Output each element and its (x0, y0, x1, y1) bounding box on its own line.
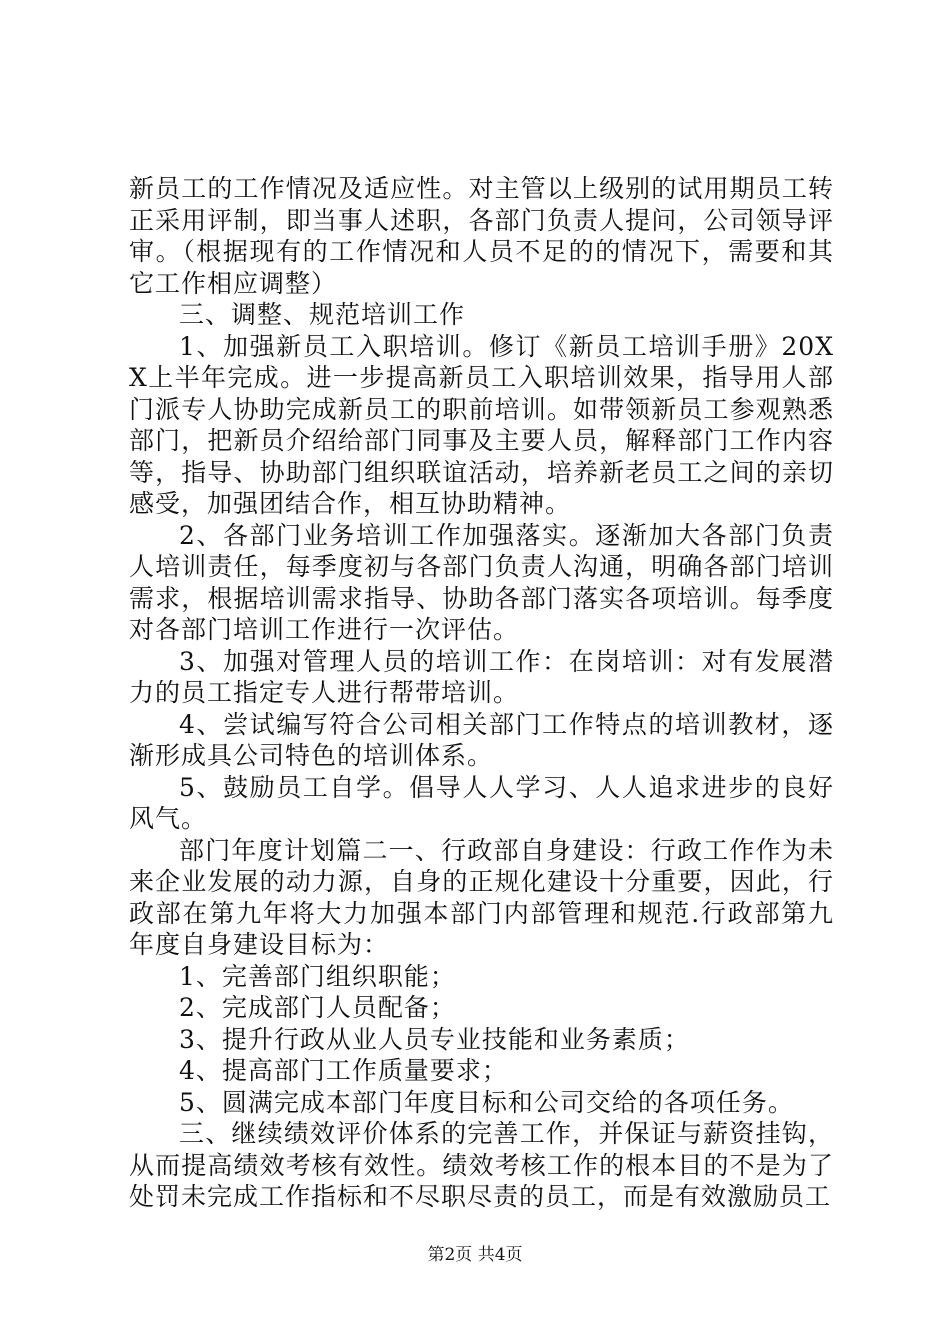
list-item-goal-2: 2、完成部门人员配备； (179, 993, 456, 1022)
list-item-goal-1: 1、完善部门组织职能； (179, 961, 456, 991)
paragraph-performance: 三、继续绩效评价体系的完善工作，并保证与薪资挂钩，从而提高绩效考核有效性。绩效考核工作的根本目的不是为了处罚未完成工作指标和不尽职尽责的员工，而是有效激励员工 (129, 1119, 834, 1211)
document-body (129, 173, 834, 1213)
list-item-goal-4: 4、提高部门工作质量要求； (179, 1056, 508, 1085)
page-number-label: 第2页 共4页 (427, 1245, 523, 1265)
list-item-goal-5: 5、圆满完成本部门年度目标和公司交给的各项任务。 (179, 1087, 794, 1117)
paragraph-plan-part-2: 部门年度计划篇二一、行政部自身建设：行政工作作为未来企业发展的动力源，自身的正规化建设十分重要，因此，行政部在第九年将大力加强本部门内部管理和规范.行政部第九年度自身建设目标为： (129, 835, 834, 959)
list-item-goal-3: 3、提升行政从业人员专业技能和业务素质； (179, 1024, 690, 1054)
page-footer (0, 1244, 950, 1266)
paragraph-1: 新员工的工作情况及适应性。对主管以上级别的试用期员工转正采用评制，即当事人述职，各部门负责人提问，公司领导评审。（根据现有的工作情况和人员不足的的情况下，需要和其它工作相应调整） (129, 174, 834, 298)
paragraph-training-3: 3、加强对管理人员的培训工作：在岗培训：对有发展潜力的员工指定专人进行帮带培训。 (129, 646, 834, 707)
paragraph-training-4: 4、尝试编写符合公司相关部门工作特点的培训教材，逐渐形成具公司特色的培训体系。 (129, 709, 834, 770)
section-heading-3: 三、调整、规范培训工作 (179, 300, 466, 329)
paragraph-training-1: 1、加强新员工入职培训。修订《新员工培训手册》20XX上半年完成。进一步提高新员工入职培训效果，指导用人部门派专人协助完成新员工的职前培训。如带领新员工参观熟悉部门，把新员介绍给部门同事及主要人员，解释部门工作内容等，指导、协助部门组织联谊活动，培养新老员工之间的亲切感受，加强团结合作，相互协助精神。 (129, 331, 834, 518)
paragraph-training-2: 2、各部门业务培训工作加强落实。逐渐加大各部门负责人培训责任，每季度初与各部门负责人沟通，明确各部门培训需求，根据培训需求指导、协助各部门落实各项培训。每季度对各部门培训工作进行一次评估。 (129, 520, 834, 644)
paragraph-training-5: 5、鼓励员工自学。倡导人人学习、人人追求进步的良好风气。 (129, 772, 834, 833)
